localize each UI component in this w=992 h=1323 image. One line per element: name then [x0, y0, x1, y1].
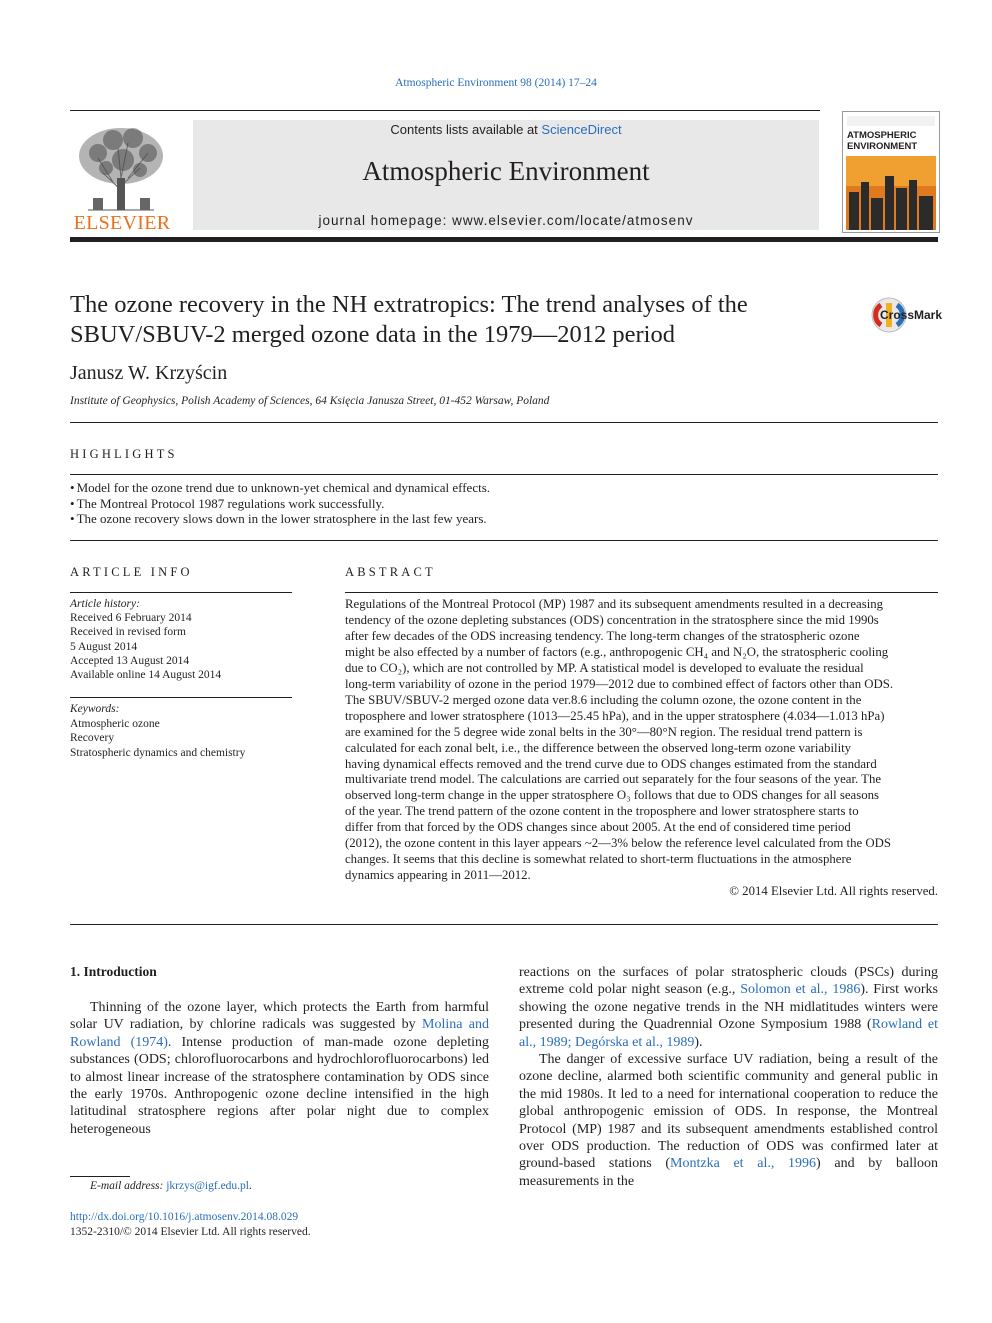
intro-left-column: [70, 999, 489, 1138]
email-end: .: [249, 1180, 252, 1192]
doi-link[interactable]: http://dx.doi.org/10.1016/j.atmosenv.2014.08.029: [70, 1211, 299, 1223]
issn-line: 1352-2310/© 2014 Elsevier Ltd. All rights reserved.: [70, 1226, 311, 1238]
citation-link[interactable]: Montzka et al., 1996: [670, 1156, 817, 1172]
contents-prefix: Contents lists available at: [390, 122, 542, 137]
citation-link[interactable]: Molina and Rowland (1974): [70, 1017, 490, 1050]
cover-title: [847, 130, 937, 152]
abstract-line: differ from that forced by the ODS changes since about 2005. At the end of considered time period: [345, 820, 851, 835]
footnote-rule: [70, 1176, 130, 1177]
journal-title: Atmospheric Environment: [362, 156, 650, 186]
abstract-heading: ABSTRACT: [345, 565, 436, 579]
article-title: [70, 290, 830, 350]
history-entry: Available online 14 August 2014: [70, 669, 222, 682]
section-heading-introduction: 1. Introduction: [70, 964, 157, 979]
rule-below-highlights-heading: [70, 474, 938, 475]
citation-link[interactable]: Rowland et al., 1989; Degórska et al., 1989: [519, 1017, 938, 1050]
body-text: reactions on the surfaces of polar stratospheric clouds (PSCs) during extreme cold polar night season (e.g.,: [519, 965, 938, 998]
body-text: . Intense production of man-made ozone depleting substances (ODS; chlorofluorocarbons and hydrochlorofluorocarbons) led to almost linear increase of the stratosphere contamination by ODS since the early 1970s. Anthropogenic ozone decline intensified in the high latitudinal stratosphere regions after polar night due to complex heterogeneous: [70, 1034, 489, 1137]
keywords-label: Keywords:: [70, 703, 120, 715]
abstract-line: long-term variability of ozone in the period 1979—2012 due to combined effect of factors other than ODS.: [345, 676, 894, 691]
contents-available-line: [193, 122, 819, 137]
email-link[interactable]: jkrzys@igf.edu.pl: [166, 1180, 250, 1192]
citation-link[interactable]: Solomon et al., 1986: [740, 982, 861, 998]
email-label: E-mail address:: [90, 1180, 167, 1192]
crossmark-label[interactable]: CrossMark: [880, 308, 943, 322]
body-text: ).: [694, 1034, 703, 1050]
intro-right-column: [519, 964, 938, 1190]
abstract-line: observed long-term change in the upper stratosphere O₃ follows that due to ODS changes for all seasons: [345, 788, 879, 803]
abstract-text: [345, 597, 938, 884]
rule-below-abstract: [70, 924, 938, 925]
abstract-line: due to CO₂), which are not controlled by MP. A statistical model is developed to evaluate the residual: [345, 660, 864, 675]
abstract-copyright: © 2014 Elsevier Ltd. All rights reserved.: [729, 884, 938, 898]
highlight-item: • Model for the ozone trend due to unknown-yet chemical and dynamical effects.: [70, 480, 490, 496]
abstract-line: dynamics appearing in 2011—2012.: [345, 868, 531, 883]
abstract-line: calculated for each zonal belt, i.e., the difference between the observed long-term ozone variability: [345, 740, 852, 755]
history-entry: Accepted 13 August 2014: [70, 654, 190, 667]
cover-title-line2: ENVIRONMENT: [847, 141, 918, 152]
article-title-line2: SBUV/SBUV-2 merged ozone data in the 1979—2012 period: [70, 321, 675, 348]
highlight-item: • The Montreal Protocol 1987 regulations work successfully.: [70, 496, 490, 512]
abstract-line: having dynamical effects removed and the trend curve due to ODS changes estimated from the standard: [345, 756, 877, 771]
article-history: [70, 597, 221, 682]
history-entry: 5 August 2014: [70, 640, 138, 653]
keyword-item: Stratospheric dynamics and chemistry: [70, 746, 246, 759]
paragraph: [519, 964, 938, 1051]
journal-cover-thumbnail: [842, 111, 940, 233]
history-entry: Received in revised form: [70, 626, 186, 639]
abstract-line: Regulations of the Montreal Protocol (MP) 1987 and its subsequent amendments resulted in a decreasing: [345, 597, 884, 611]
abstract-line: (2012), the ozone content in this layer appears ~2—3% below the reference level calculated from the ODS: [345, 836, 891, 851]
highlight-item: • The ozone recovery slows down in the lower stratosphere in the last few years.: [70, 511, 490, 527]
abstract-line: multivariate trend model. The calculations are carried out separately for the four seasons of the year. The: [345, 772, 882, 787]
rule-above-highlights: [70, 422, 938, 423]
keywords-block: [70, 702, 245, 760]
author-name: Janusz W. Krzyścin: [70, 362, 228, 384]
journal-homepage[interactable]: journal homepage: www.elsevier.com/locate/atmosenv: [318, 213, 694, 228]
abstract-line: The SBUV/SBUV-2 merged ozone data ver.8.6 including the column ozone, the ozone content in the: [345, 692, 862, 707]
highlights-list: [70, 480, 490, 527]
abstract-line: might be also effected by a number of factors (e.g., anthropogenic CH₄ and N₂O, the stratospheric cooling: [345, 644, 889, 659]
body-text: Thinning of the ozone layer, which protects the Earth from harmful solar UV radiation, by chlorine radicals was suggested by: [70, 1000, 489, 1033]
sciencedirect-link[interactable]: ScienceDirect: [541, 122, 622, 137]
history-entry: Received 6 February 2014: [70, 612, 192, 625]
keywords-rule: [70, 697, 292, 698]
highlights-heading: HIGHLIGHTS: [70, 447, 178, 461]
article-info-heading: ARTICLE INFO: [70, 565, 193, 579]
paragraph: [519, 1051, 938, 1190]
abstract-line: changes. It seems that this decline is somewhat related to short-term fluctuations in the atmosphere: [345, 852, 852, 867]
abstract-line: tendency of the ozone depleting substances (ODS) concentration in the stratosphere since the mid 1990s: [345, 612, 879, 627]
article-title-line1: The ozone recovery in the NH extratropics: The trend analyses of the: [70, 291, 748, 318]
author-affiliation: Institute of Geophysics, Polish Academy of Sciences, 64 Księcia Janusza Street, 01-452 Warsaw, Poland: [70, 395, 550, 407]
body-text: ) and by balloon measurements in the: [519, 1156, 938, 1189]
abstract-line: of the year. The trend pattern of the ozone content in the troposphere and lower stratosphere starts to: [345, 804, 859, 819]
abstract-rule: [345, 592, 938, 593]
header-rule-top: [70, 110, 820, 111]
keyword-item: Atmospheric ozone: [70, 717, 160, 730]
body-text: The danger of excessive surface UV radiation, being a result of the ozone decline, alarmed both scientific community and general public in the mid 1980s. It led to a need for international cooperation to reduce the global anthropogenic emission of ODS. In response, the Montreal Protocol (MP) 1987 and its subsequent amendments established control over ODS production. The reduction of ODS was confirmed later at ground-based stations (: [519, 1052, 938, 1172]
journal-citation[interactable]: Atmospheric Environment 98 (2014) 17–24: [395, 77, 597, 89]
article-info-rule: [70, 592, 292, 593]
abstract-line: are examined for the 5 degree wide zonal belts in the 30°—80°N region. The residual trend pattern is: [345, 724, 863, 739]
rule-below-highlights: [70, 540, 938, 541]
abstract-line: after few decades of the ODS increasing tendency. The long-term changes of the stratospheric ozone: [345, 628, 860, 643]
elsevier-wordmark: ELSEVIER: [73, 212, 171, 234]
header-rule-bottom: [70, 237, 938, 242]
body-text: ). First works showing the ozone negative trends in the NH midlatitudes winters were presented during the Quadrennial Ozone Symposium 1988 (: [519, 982, 938, 1033]
keyword-item: Recovery: [70, 732, 115, 745]
email-footnote: [90, 1180, 252, 1192]
cover-title-line1: ATMOSPHERIC: [847, 130, 917, 141]
article-history-label: Article history:: [70, 598, 140, 610]
abstract-line: troposphere and lower stratosphere (1013—25.45 hPa), and in the upper stratosphere (4.034—1.013 hPa): [345, 708, 885, 723]
